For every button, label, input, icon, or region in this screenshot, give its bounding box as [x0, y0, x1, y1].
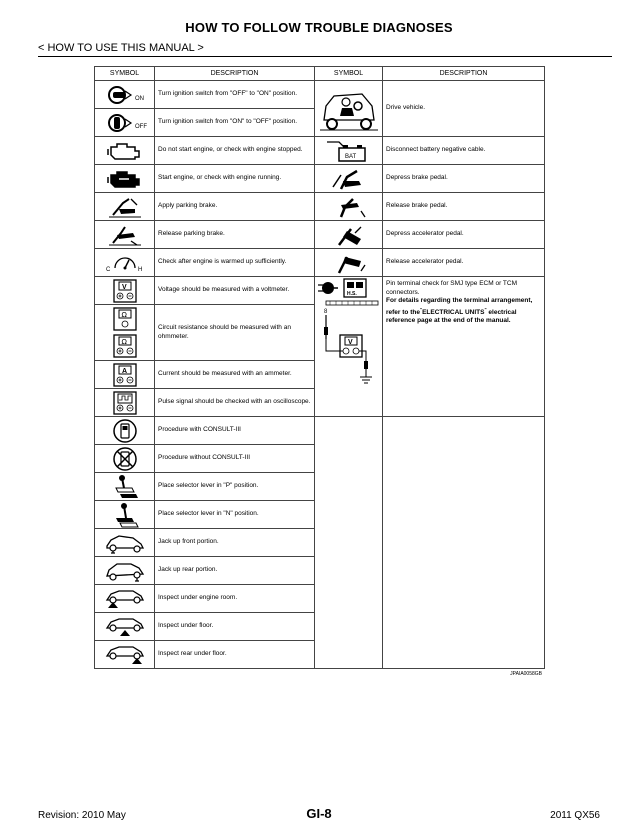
- description-cell: Procedure without CONSULT-III: [155, 445, 315, 473]
- footer-page-number: GI-8: [306, 806, 332, 821]
- symbol-cell: [95, 529, 155, 557]
- empty-cell: [383, 417, 545, 669]
- symbol-cell: [95, 417, 155, 445]
- selector-lever-n-icon: [110, 502, 140, 528]
- description-cell: Check after engine is warmed up sufficiently.: [155, 249, 315, 277]
- ignition-off-icon: [99, 111, 151, 135]
- description-cell: Release accelerator pedal.: [383, 249, 545, 277]
- description-cell: Release brake pedal.: [383, 193, 545, 221]
- selector-lever-p-icon: [110, 474, 140, 500]
- table-row: [95, 417, 545, 445]
- depress-accelerator-icon: [327, 223, 371, 247]
- symbol-cell: [95, 277, 155, 305]
- oscilloscope-icon: [112, 391, 138, 415]
- inspect-engine-room-icon: [103, 588, 147, 610]
- ammeter-icon: [112, 363, 138, 387]
- table-row: [95, 221, 545, 249]
- release-parking-brake-icon: [105, 223, 145, 247]
- header-rule: [38, 56, 612, 57]
- description-cell: Place selector lever in "P" position.: [155, 473, 315, 501]
- symbol-cell: [95, 557, 155, 585]
- no-consult-icon: [112, 446, 138, 472]
- symbol-cell: [95, 221, 155, 249]
- description-cell: Depress accelerator pedal.: [383, 221, 545, 249]
- symbol-cell: [95, 389, 155, 417]
- description-cell: Pulse signal should be checked with an oscilloscope.: [155, 389, 315, 417]
- symbol-cell: [315, 165, 383, 193]
- svg-text:A: A: [121, 367, 127, 375]
- pin-terminal-check-icon: [316, 277, 382, 395]
- description-cell: Turn ignition switch from "ON" to "OFF" position.: [155, 109, 315, 137]
- symbol-cell: [95, 193, 155, 221]
- figure-id: JPAIA0058GB: [510, 671, 542, 677]
- ignition-off-label: OFF: [134, 123, 147, 130]
- drive-vehicle-icon: [318, 84, 380, 134]
- description-cell: Voltage should be measured with a voltmeter.: [155, 277, 315, 305]
- svg-text:Ω: Ω: [121, 337, 127, 346]
- description-cell: Turn ignition switch from "OFF" to "ON" position.: [155, 81, 315, 109]
- header-description: DESCRIPTION: [155, 67, 315, 81]
- description-cell: Start engine, or check with engine running.: [155, 165, 315, 193]
- description-cell: [383, 277, 545, 417]
- release-brake-pedal-icon: [327, 195, 371, 219]
- gauge-hot-label: H: [137, 266, 142, 273]
- svg-text:Ω: Ω: [121, 310, 127, 319]
- symbol-cell: [95, 249, 155, 277]
- page-title: HOW TO FOLLOW TROUBLE DIAGNOSES: [185, 20, 453, 35]
- description-cell: Inspect rear under floor.: [155, 641, 315, 669]
- symbol-table: [94, 66, 545, 669]
- table-row: [95, 81, 545, 109]
- depress-brake-pedal-icon: [327, 167, 371, 191]
- symbol-cell: [95, 81, 155, 109]
- description-cell: Circuit resistance should be measured with an ohmmeter.: [155, 305, 315, 361]
- description-cell: Release parking brake.: [155, 221, 315, 249]
- header-description: DESCRIPTION: [383, 67, 545, 81]
- note-quote-open: ": [419, 306, 423, 312]
- description-cell: Depress brake pedal.: [383, 165, 545, 193]
- symbol-cell: [315, 249, 383, 277]
- section-subtitle: < HOW TO USE THIS MANUAL >: [38, 42, 204, 54]
- description-cell: Current should be measured with an ammeter.: [155, 361, 315, 389]
- battery-label: BAT: [344, 153, 356, 160]
- description-cell: Disconnect battery negative cable.: [383, 137, 545, 165]
- description-cell: Place selector lever in "N" position.: [155, 501, 315, 529]
- description-cell: Procedure with CONSULT-III: [155, 417, 315, 445]
- engine-stopped-icon: [105, 139, 145, 163]
- symbol-cell: [315, 193, 383, 221]
- description-cell: Jack up front portion.: [155, 529, 315, 557]
- table-row: [95, 249, 545, 277]
- apply-parking-brake-icon: [105, 195, 145, 219]
- symbol-cell: [95, 109, 155, 137]
- table-row: [95, 277, 545, 305]
- inspect-floor-icon: [103, 616, 147, 638]
- symbol-cell: [95, 445, 155, 473]
- voltmeter-icon: [112, 279, 138, 303]
- pin-terminal-note: [386, 297, 542, 326]
- table-row: [95, 165, 545, 193]
- symbol-cell: [95, 641, 155, 669]
- jack-up-front-icon: [103, 532, 147, 554]
- note-part-b: ELECTRICAL UNITS: [422, 308, 485, 316]
- svg-text:V: V: [121, 283, 127, 291]
- svg-text:V: V: [347, 339, 353, 346]
- symbol-cell: [315, 277, 383, 417]
- footer-revision: Revision: 2010 May: [38, 810, 126, 821]
- symbol-cell: [95, 165, 155, 193]
- symbol-cell: [95, 137, 155, 165]
- description-cell: Jack up rear portion.: [155, 557, 315, 585]
- jack-up-rear-icon: [103, 560, 147, 582]
- note-part-c: electrical reference page at the end of the manual.: [386, 308, 517, 325]
- disconnect-battery-icon: [321, 138, 377, 164]
- symbol-cell: [315, 81, 383, 137]
- inspect-rear-floor-icon: [103, 644, 147, 666]
- description-cell: Drive vehicle.: [383, 81, 545, 137]
- pin-terminal-description: Pin terminal check for SMJ type ECM or TCM connectors.: [386, 280, 517, 296]
- header-symbol: SYMBOL: [95, 67, 155, 81]
- release-accelerator-icon: [327, 251, 371, 275]
- symbol-cell: [95, 613, 155, 641]
- ignition-on-label: ON: [134, 95, 144, 102]
- table-row: [95, 193, 545, 221]
- pin-number-label: 8: [323, 309, 327, 315]
- header-symbol: SYMBOL: [315, 67, 383, 81]
- symbol-cell: [95, 585, 155, 613]
- gauge-cold-label: C: [105, 266, 110, 273]
- note-part-a: For details regarding the terminal arrangement, refer to the: [386, 297, 533, 316]
- temperature-gauge-icon: [103, 252, 147, 274]
- ohmmeter-icon: [112, 307, 138, 359]
- footer-model: 2011 QX56: [550, 810, 600, 821]
- description-cell: Apply parking brake.: [155, 193, 315, 221]
- symbol-cell: [95, 361, 155, 389]
- description-cell: Do not start engine, or check with engine stopped.: [155, 137, 315, 165]
- description-cell: Inspect under engine room.: [155, 585, 315, 613]
- symbol-cell: [95, 473, 155, 501]
- symbol-cell: [95, 501, 155, 529]
- ignition-on-icon: [99, 83, 151, 107]
- consult-icon: [112, 418, 138, 444]
- description-cell: Inspect under floor.: [155, 613, 315, 641]
- connector-label: H.S.: [346, 291, 357, 297]
- table-row: [95, 137, 545, 165]
- note-quote-close: ": [484, 306, 487, 312]
- empty-cell: [315, 417, 383, 669]
- table-header-row: [95, 67, 545, 81]
- engine-running-icon: [105, 167, 145, 191]
- symbol-cell: [95, 305, 155, 361]
- symbol-cell: [315, 137, 383, 165]
- symbol-cell: [315, 221, 383, 249]
